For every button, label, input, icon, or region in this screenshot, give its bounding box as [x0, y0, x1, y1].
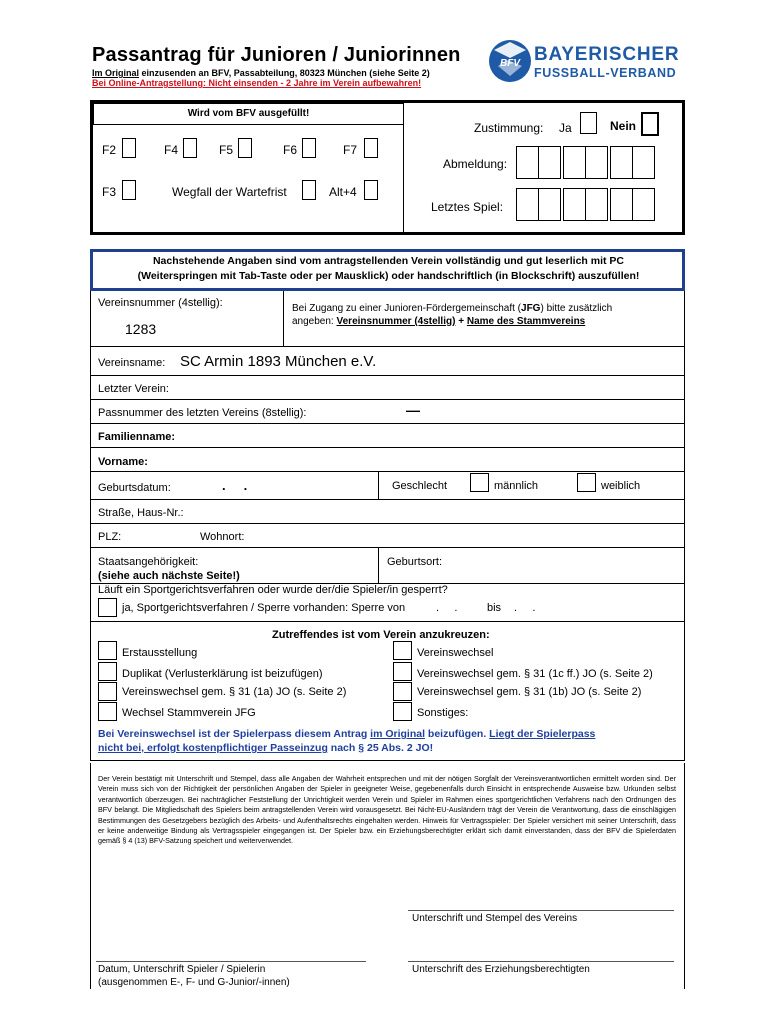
option-right-3-checkbox[interactable] [393, 682, 412, 701]
plz-label: PLZ: [98, 531, 122, 543]
f6-label: F6 [283, 143, 298, 157]
logo-line1: BAYERISCHER [534, 44, 680, 65]
zustimmung-label: Zustimmung: [474, 121, 544, 135]
f6-checkbox[interactable] [302, 138, 316, 158]
online-warning: Bei Online-Antragstellung: Nicht einsenden - 2 Jahre im Verein aufbewahren! [92, 78, 422, 88]
letztes-spiel-digit-1[interactable] [516, 188, 539, 221]
sperre-checkbox[interactable] [98, 598, 117, 617]
maennlich-label: männlich [494, 480, 539, 492]
abmeldung-digit-2[interactable] [538, 146, 561, 179]
wohnort-label: Wohnort: [200, 531, 245, 543]
vorname-label: Vorname: [98, 456, 148, 468]
option-left-1-checkbox[interactable] [98, 641, 117, 660]
zustimmung-ja-checkbox[interactable] [580, 112, 597, 134]
option-right-2-label: Vereinswechsel gem. § 31 (1c ff.) JO (s. Seite 2) [417, 668, 653, 680]
legal-declaration: Der Verein bestätigt mit Unterschrift und Stempel, dass alle Angaben der Wahrheit entsprechen und mit der nötigen Sorgfalt der Vereinsverantwortlichen ermittelt worden sind. Der Verein muss sich von der Richtigkeit der persönlichen Angaben der Spieler in geeigneter Weise, gegebenenfalls durch Einsicht in entsprechende Ausweise bzw. Urkunden selbst verantwortlich überzeugen. Bei nachträglicher Feststellung der Unrichtigkeit werden Verein und Spieler im Rahmen eines sportgerichtlichen Verfahrens nach den Ordnungen des BFV belangt. Die Mitgliedschaft des Spielers beim antragstellenden Verein wird vorausgesetzt. Bei Nicht-EU-Ausländern trägt der Verein die Verantwortung, dass die einschlägigen Bestimmungen des Gesetzgebers bezüglich des Arbeits- und Aufenthaltsrechts eingehalten werden. Hinweis für Vertragsspieler: Der Spieler versichert mit seiner Unterschrift, dass er keine anderweitige Bindung als Vertragsspieler eingegangen ist. Der Spieler bzw. ein Erziehungsberechtigter erklärt sich damit einverstanden, dass der BFV die Spielerdaten gemäß § 4 (13) BFV-Satzung speichert und weiterverwendet. [98, 774, 676, 846]
option-right-4-checkbox[interactable] [393, 702, 412, 721]
spieler-signature-note: (ausgenommen E-, F- und G-Junior/-innen) [98, 977, 290, 988]
geburtsort-label: Geburtsort: [387, 556, 443, 568]
bfv-emblem-icon [488, 36, 532, 86]
option-left-3-label: Vereinswechsel gem. § 31 (1a) JO (s. Seite 2) [122, 686, 347, 698]
option-left-4-checkbox[interactable] [98, 702, 117, 721]
bfv-section-heading: Wird vom BFV ausgefüllt! [93, 103, 404, 125]
weiblich-checkbox[interactable] [577, 473, 596, 492]
jfg-note: Bei Zugang zu einer Junioren-Fördergemeinschaft (JFG) bitte zusätzlich angeben: Vereinsnummer (4stellig) + Name des Stammvereins [292, 303, 613, 327]
submission-note: Im Original einzusenden an BFV, Passabteilung, 80323 München (siehe Seite 2) [92, 68, 430, 78]
f2-checkbox[interactable] [122, 138, 136, 158]
geburtsdatum-value[interactable]: . . [222, 478, 248, 493]
zutreffendes-heading: Zutreffendes ist vom Verein anzukreuzen: [272, 629, 490, 641]
wegfall-checkbox[interactable] [302, 180, 316, 200]
verein-instructions-text [96, 254, 681, 284]
f5-checkbox[interactable] [238, 138, 252, 158]
f7-label: F7 [343, 143, 358, 157]
option-right-1-checkbox[interactable] [393, 641, 412, 660]
abmeldung-digit-1[interactable] [516, 146, 539, 179]
wegfall-label: Wegfall der Wartefrist [172, 185, 287, 199]
option-left-1-label: Erstausstellung [122, 647, 198, 659]
abmeldung-digit-6[interactable] [632, 146, 655, 179]
f7-checkbox[interactable] [364, 138, 378, 158]
abmeldung-label: Abmeldung: [443, 157, 508, 171]
f4-checkbox[interactable] [183, 138, 197, 158]
letzter-verein-label: Letzter Verein: [98, 383, 169, 395]
sperre-bis-date[interactable]: . . [514, 602, 536, 614]
f2-label: F2 [102, 143, 117, 157]
letztes-spiel-label: Letztes Spiel: [431, 200, 504, 214]
weiblich-label: weiblich [601, 480, 641, 492]
vereinsname-label: Vereinsname: [98, 357, 166, 369]
verein-signature-line[interactable] [408, 910, 674, 911]
option-right-3-label: Vereinswechsel gem. § 31 (1b) JO (s. Seite 2) [417, 686, 642, 698]
letztes-spiel-digit-6[interactable] [632, 188, 655, 221]
letztes-spiel-digit-3[interactable] [563, 188, 586, 221]
letztes-spiel-date-boxes [516, 188, 655, 221]
familienname-label: Familienname: [98, 431, 176, 443]
spieler-signature-line[interactable] [96, 961, 366, 962]
option-left-4-label: Wechsel Stammverein JFG [122, 707, 256, 719]
erziehung-signature-label: Unterschrift des Erziehungsberechtigten [412, 964, 590, 975]
geburtsdatum-label: Geburtsdatum: [98, 482, 171, 494]
vereinsname-value[interactable]: SC Armin 1893 München e.V. [180, 353, 377, 370]
f3-label: F3 [102, 185, 117, 199]
option-right-4-label: Sonstiges: [417, 707, 469, 719]
passnummer-label: Passnummer des letzten Vereins (8stellig): [98, 407, 307, 419]
sperre-question: Läuft ein Sportgerichtsverfahren oder wurde der/die Spieler/in gesperrt? [98, 584, 448, 596]
banner-line-1: Nachstehende Angaben sind vom antragstellenden Verein vollständig und gut leserlich mit PC [152, 255, 625, 267]
f3-checkbox[interactable] [122, 180, 136, 200]
strasse-label: Straße, Haus-Nr.: [98, 507, 184, 519]
sperre-option-label: ja, Sportgerichtsverfahren / Sperre vorhanden: Sperre von [122, 602, 406, 614]
option-left-2-checkbox[interactable] [98, 662, 117, 681]
staatsangehoerigkeit-label: Staatsangehörigkeit: [98, 556, 199, 568]
option-left-2-label: Duplikat (Verlusterklärung ist beizufügen) [122, 668, 323, 680]
staatsangehoerigkeit-note: (siehe auch nächste Seite!) [98, 570, 240, 582]
maennlich-checkbox[interactable] [470, 473, 489, 492]
bfv-logo [488, 36, 532, 86]
vereinsnummer-value[interactable]: 1283 [125, 321, 157, 337]
erziehung-signature-line[interactable] [408, 961, 674, 962]
sperre-bis-label: bis [487, 602, 502, 614]
logo-badge-text: BFV [500, 58, 520, 69]
ja-label: Ja [559, 121, 572, 135]
letztes-spiel-digit-4[interactable] [585, 188, 608, 221]
zustimmung-nein-checkbox[interactable] [641, 112, 659, 136]
abmeldung-digit-4[interactable] [585, 146, 608, 179]
option-right-2-checkbox[interactable] [393, 662, 412, 681]
verein-signature-label: Unterschrift und Stempel des Vereins [412, 913, 578, 924]
geschlecht-label: Geschlecht [392, 480, 448, 492]
letztes-spiel-digit-2[interactable] [538, 188, 561, 221]
abmeldung-digit-3[interactable] [563, 146, 586, 179]
vereinswechsel-note: Bei Vereinswechsel ist der Spielerpass diesem Antrag im Original beizufügen. Liegt der Spielerpass nicht bei, erfolgt kostenpflichtiger Passeinzug nach § 25 Abs. 2 JO! [98, 728, 596, 754]
form-title: Passantrag für Junioren / Juniorinnen [92, 44, 461, 66]
vereinsnummer-label: Vereinsnummer (4stellig): [98, 297, 223, 309]
logo-line2: FUSSBALL-VERBAND [534, 66, 677, 80]
nein-label: Nein [610, 119, 637, 133]
alt4-label: Alt+4 [329, 185, 357, 199]
banner-line-2: (Weiterspringen mit Tab-Taste oder per Mausklick) oder handschriftlich (in Blockschrift) auszufüllen! [137, 270, 640, 282]
sperre-von-date[interactable]: . . [436, 602, 458, 614]
spieler-signature-label: Datum, Unterschrift Spieler / Spielerin [98, 964, 266, 975]
option-right-1-label: Vereinswechsel [417, 647, 494, 659]
f4-label: F4 [164, 143, 179, 157]
f5-label: F5 [219, 143, 234, 157]
passnummer-value[interactable]: — [406, 402, 420, 418]
option-left-3-checkbox[interactable] [98, 682, 117, 701]
abmeldung-date-boxes [516, 146, 655, 179]
abmeldung-digit-5[interactable] [610, 146, 633, 179]
letztes-spiel-digit-5[interactable] [610, 188, 633, 221]
alt4-checkbox[interactable] [364, 180, 378, 200]
